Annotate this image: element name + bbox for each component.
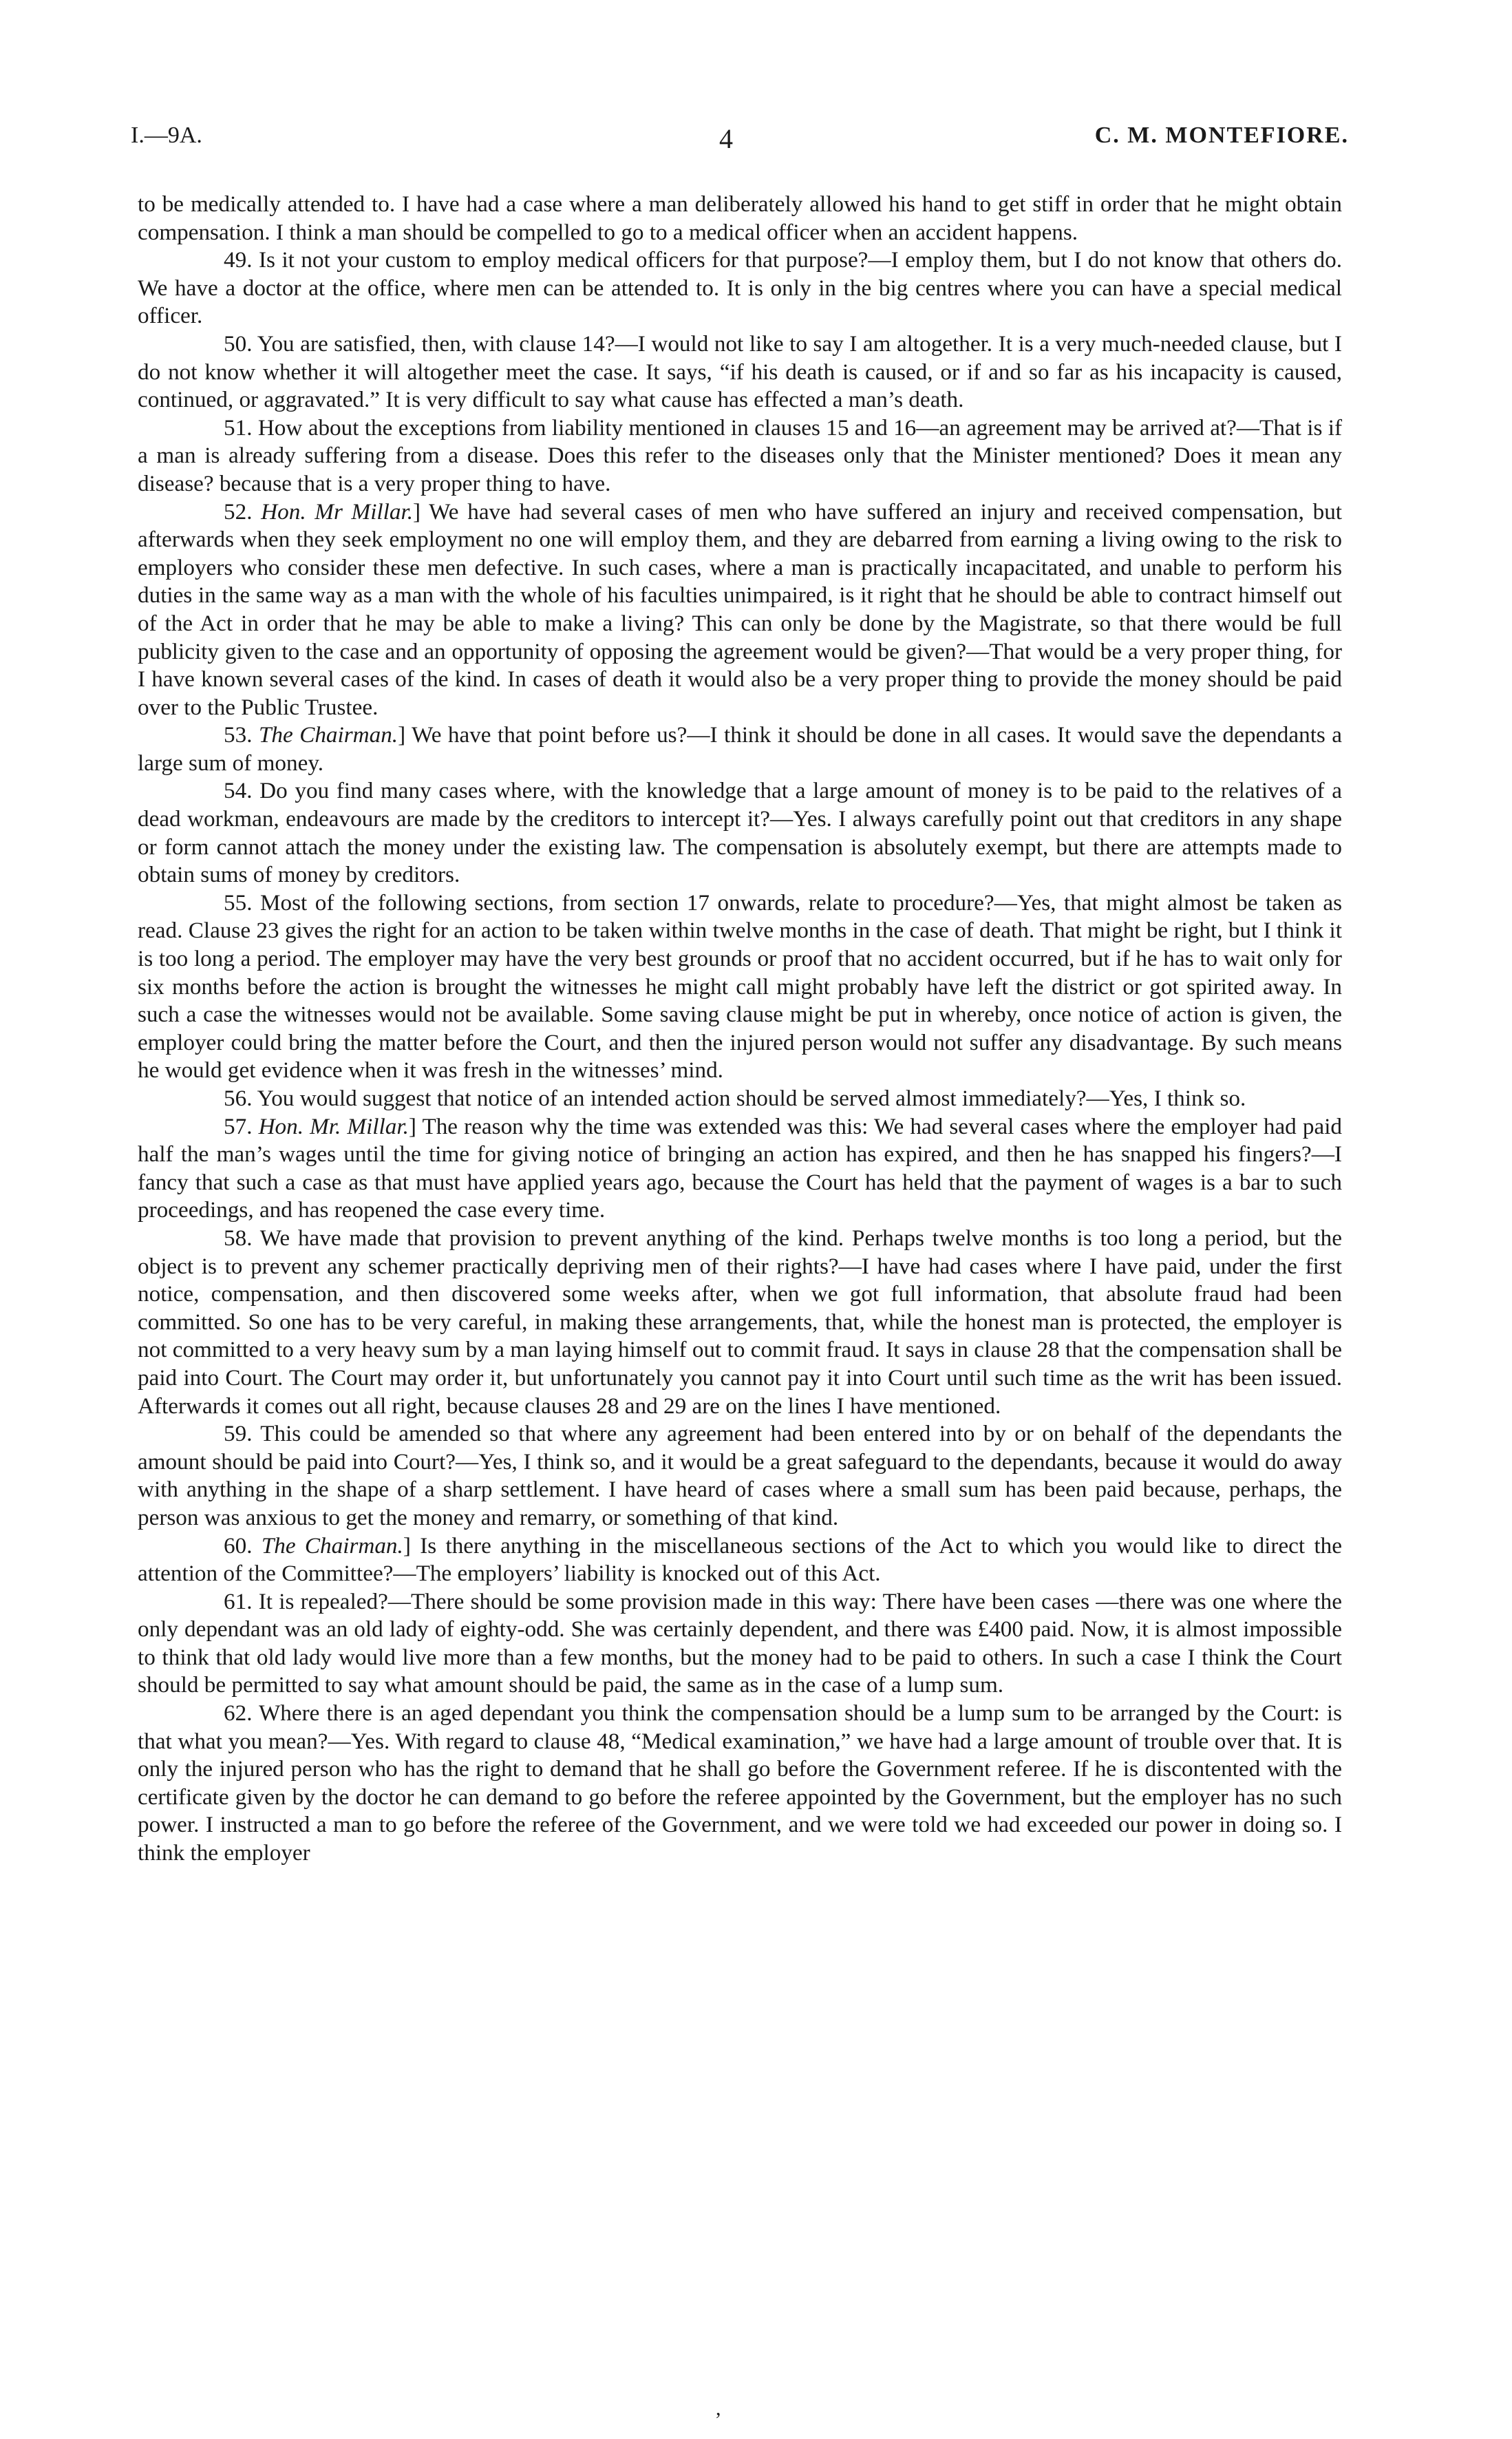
paragraph-number: 50. <box>224 330 253 357</box>
paragraph-text: The reason why the time was extended was this: We had several cases where the employer had paid half the man’s wages until the time for giving notice of bringing an action has expired, and then he has snapped his fingers?—I fancy that such a case as that must have applied years ago, because the Court has held that the payment of wages is a bar to such proceedings, and has reopened the case every time. <box>138 1113 1343 1223</box>
paragraph: 52. Hon. Mr Millar.] We have had several cases of men who have suffered an injury and received compensation, but afterwards when they seek employment no one will employ them, and they are debarred from earning a living owing to the risk to employers who consider these men defective. In such cases, where a man is practically incapacitated, and unable to perform his duties in the same way as a man with the whole of his faculties unimpaired, is it right that he should be able to contract himself out of the Act in order that he may be able to make a living? This can only be done by the Magistrate, so that there would be full publicity given to the case and an opportunity of opposing the agreement would be given?—That would be a very proper thing, for I have known several cases of the kind. In cases of death it would also be a very proper thing to provide the money should be paid over to the Public Trustee. <box>138 498 1343 720</box>
paragraph <box>138 889 1342 1085</box>
paragraph: 57. Hon. Mr. Millar.] The reason why the time was extended was this: We had several cases where the employer had paid half the man’s wages until the time for giving notice of bringing an action has expired, and then he has snapped his fingers?—I fancy that such a case as that must have applied years ago, because the Court has held that the payment of wages is a bar to such proceedings, and has reopened the case every time. <box>138 1113 1343 1223</box>
paragraph-number: 54. <box>224 778 253 804</box>
paragraph-text: We have had several cases of men who have suffered an injury and received compensation, but afterwards when they seek employment no one will employ them, and they are debarred from earning a living owing to the risk to employers who consider these men defective. In such cases, where a man is practically incapacitated, and unable to perform his duties in the same way as a man with the whole of his faculties unimpaired, is it right that he should be able to contract himself out of the Act in order that he may be able to make a living? This can only be done by the Magistrate, so that there would be full publicity given to the case and an opportunity of opposing the agreement would be given?—That would be a very proper thing, for I have known several cases of the kind. In cases of death it would also be a very proper thing to provide the money should be paid over to the Public Trustee. <box>138 498 1343 720</box>
paragraph-text: Is there anything in the miscellaneous sections of the Act to which you would like to direct the attention of the Committee?—The employers’ liability is knocked out of this Act. <box>138 1532 1342 1587</box>
paragraph-number: 61. <box>224 1588 253 1614</box>
paragraph <box>138 1420 1342 1532</box>
paragraph <box>138 1225 1342 1420</box>
paragraph <box>138 1700 1342 1868</box>
paragraph-text: How about the exceptions from liability mentioned in clauses 15 and 16—an agreement may be arrived at?—That is if a man is already suffering from a disease. Does this refer to the diseases only that the Minister mentioned? Does it mean any disease? because that is a very proper thing to have. <box>138 414 1342 496</box>
paragraph-text: This could be amended so that where any agreement had been entered into by or on behalf of the dependants the amount should be paid into Court?—Yes, I think so, and it would be a great safeguard to the dependants, because it would do away with anything in the shape of a sharp settlement. I have heard of cases where a small sum has been paid because, perhaps, the person was anxious to get the money and remarry, or something of that kind. <box>138 1421 1342 1530</box>
page-header <box>131 123 1349 157</box>
paragraph-number: 60. <box>224 1532 253 1559</box>
paragraph-number: 57. <box>224 1113 253 1139</box>
paragraph-text: Most of the following sections, from section 17 onwards, relate to procedure?—Yes, that might almost be taken as read. Clause 23 gives the right for an action to be taken within twelve months in the case of death. That might be right, but I think it is too long a period. The employer may have the very best grounds or proof that no accident occurred, but if he has to wait only for six months before the action is brought the witnesses he might call might probably have left the district or got spirited away. In such a case the witnesses would not be available. Some saving clause might be put in whereby, once notice of action is given, the employer could bring the matter before the Court, and then the injured person would not suffer any disadvantage. By such means he would get evidence when it was fresh in the witnesses’ mind. <box>138 889 1343 1084</box>
paragraph-number: 51. <box>224 414 253 441</box>
page-number: 4 <box>719 123 733 154</box>
paragraph-number: 56. <box>224 1086 253 1111</box>
paragraph-number: 53. <box>224 722 253 748</box>
paragraph: 53. The Chairman.] We have that point before us?—I think it should be done in all cases. It would save the dependants a large sum of money. <box>138 722 1343 776</box>
paragraph-number: 58. <box>224 1225 253 1251</box>
paragraph <box>138 777 1342 889</box>
speaker: Hon. Mr. Millar. <box>258 1113 409 1139</box>
paragraph <box>138 414 1342 498</box>
speaker: The Chairman. <box>258 722 398 748</box>
page-mark: , <box>716 2397 721 2420</box>
paragraph-number: 52. <box>224 498 253 525</box>
paragraph <box>138 246 1342 330</box>
paragraph-number: 59. <box>224 1421 253 1447</box>
paragraph-number: 49. <box>224 247 253 273</box>
witness-name: C. M. MONTEFIORE. <box>1094 123 1349 148</box>
speaker: The Chairman. <box>261 1532 403 1559</box>
paragraph <box>138 1588 1342 1700</box>
paragraph-text: You are satisfied, then, with clause 14?—I would not like to say I am altogether. It is a very much-needed clause, but I do not know whether it will altogether meet the case. It says, “if his death is caused, or if and so far as his incapacity is caused, continued, or aggravated.” It is very difficult to say what cause has effected a man’s death. <box>138 330 1342 413</box>
opening-paragraph: to be medically attended to. I have had a case where a man deliberately allowed his hand to get stiff in order that he might obtain compensation. I think a man should be compelled to go to a medical officer when an accident happens. <box>138 191 1342 245</box>
paragraph-text: It is repealed?—There should be some provision made in this way: There have been cases —there was one where the only dependant was an old lady of eighty-odd. She was certainly dependent, and there was £400 paid. Now, it is almost impossible to think that old lady would live more than a few months, but the money had to be paid to others. In such a case I think the Court should be permitted to say what amount should be paid, the same as in the case of a lump sum. <box>138 1588 1342 1698</box>
paragraph-text: Where there is an aged dependant you think the compensation should be a lump sum to be arranged by the Court: is that what you mean?—Yes. With regard to clause 48, “Medical examination,” we have had a large amount of trouble over that. It is only the injured person who has the right to demand that he shall go before the Government referee. If he is discontented with the certificate given by the doctor he can demand to go before the referee appointed by the Government, but the employer has no such power. I instructed a man to go before the referee of the Government, and we were told we had exceeded our power in doing so. I think the employer <box>138 1700 1342 1866</box>
paragraph-text: Do you find many cases where, with the knowledge that a large amount of money is to be paid to the relatives of a dead workman, endeavours are made by the creditors to intercept it?—Yes. I always carefully point out that creditors in any shape or form cannot attach the money under the existing law. The compensation is absolutely exempt, but there are attempts made to obtain sums of money by creditors. <box>138 778 1342 888</box>
paragraph <box>138 330 1342 414</box>
paragraph-text: We have that point before us?—I think it should be done in all cases. It would save the dependants a large sum of money. <box>138 722 1343 776</box>
paragraph-list <box>138 246 1342 1867</box>
series-number: I.—9A. <box>131 123 202 148</box>
paragraph <box>138 1085 1342 1113</box>
paragraph: 60. The Chairman.] Is there anything in the miscellaneous sections of the Act to which you would like to direct the attention of the Committee?—The employers’ liability is knocked out of this Act. <box>138 1532 1342 1587</box>
speaker: Hon. Mr Millar. <box>261 498 413 525</box>
paragraph-text: We have made that provision to prevent anything of the kind. Perhaps twelve months is too long a period, but the object is to prevent any schemer practically depriving men of their rights?—I have had cases where I have paid, under the first notice, compensation, and then discovered some weeks after, when we got full information, that absolute fraud had been committed. So one has to be very careful, in making these arrangements, that, while the honest man is protected, the employer is not committed to a very heavy sum by a man laying himself out to commit fraud. It says in clause 28 that the compensation shall be paid into Court. The Court may order it, but unfortunately you cannot pay it into Court until such time as the writ has been issued. Afterwards it comes out all right, because clauses 28 and 29 are on the lines I have mentioned. <box>138 1225 1342 1419</box>
paragraph-number: 62. <box>224 1700 253 1727</box>
document-body <box>138 191 1342 1868</box>
paragraph-text: You would suggest that notice of an intended action should be served almost immediately?—Yes, I think so. <box>257 1086 1246 1111</box>
paragraph-number: 55. <box>224 889 253 916</box>
paragraph-text: Is it not your custom to employ medical officers for that purpose?—I employ them, but I do not know that others do. We have a doctor at the office, where men can be attended to. It is only in the big centres where you can have a special medical officer. <box>138 247 1342 329</box>
